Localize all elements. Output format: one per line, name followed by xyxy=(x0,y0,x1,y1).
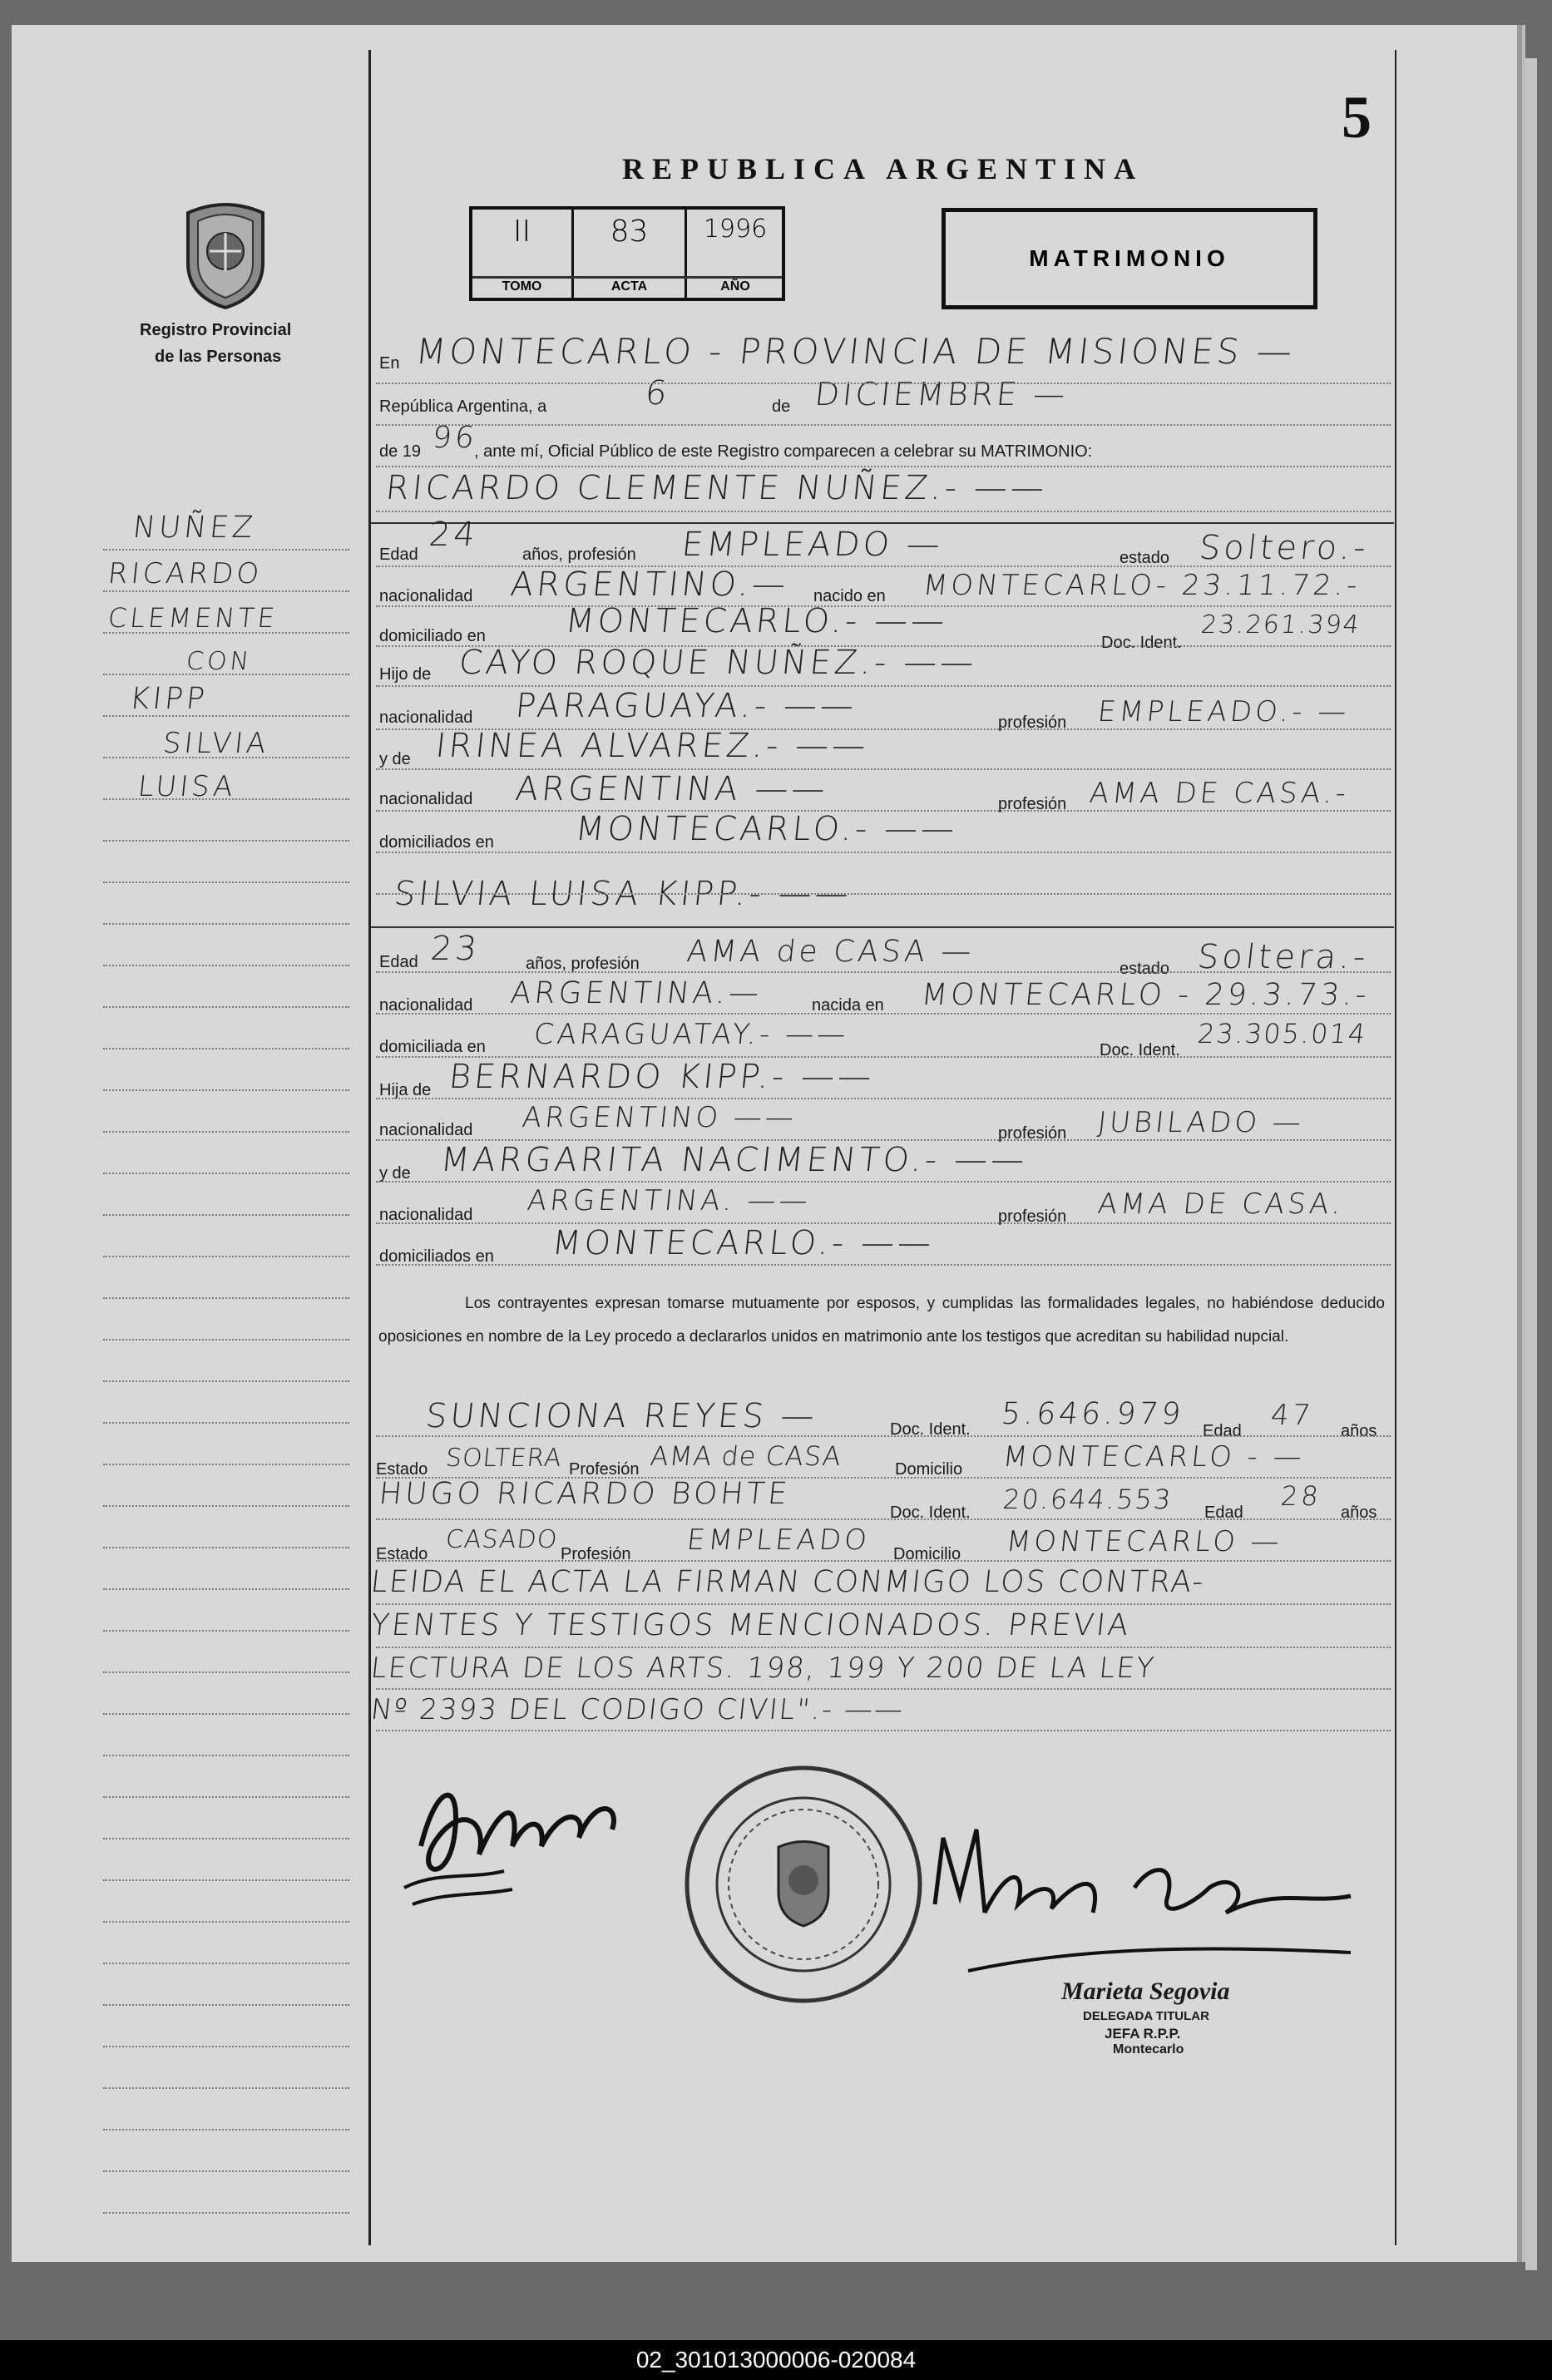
bride-hija-label: Hija de xyxy=(379,1081,432,1099)
margin-rule-line xyxy=(103,757,349,758)
form-rule-line xyxy=(376,728,1391,730)
official-name: Marieta Segovia xyxy=(1061,1978,1230,2005)
record-type-box: MATRIMONIO xyxy=(942,208,1317,309)
witness1-edad-value: 47 xyxy=(1268,1399,1316,1432)
official-signature xyxy=(918,1805,1384,1987)
groom-padres-dom-value: MONTECARLO.- —— xyxy=(573,810,960,848)
groom-domicilio-value: MONTECARLO.- —— xyxy=(563,602,950,640)
bride-padre-prof-label: profesión xyxy=(998,1124,1067,1143)
witness1-dom-value: MONTECARLO - — xyxy=(1001,1440,1307,1474)
groom-full-name: RICARDO CLEMENTE NUÑEZ.- —— xyxy=(383,469,1050,507)
official-place: Montecarlo xyxy=(1113,2042,1184,2057)
groom-madre-prof-label: profesión xyxy=(998,795,1067,813)
form-rule-line xyxy=(376,424,1391,426)
acta-cell xyxy=(574,210,687,298)
bride-nacida-value: MONTECARLO - 29.3.73.- xyxy=(919,978,1372,1012)
groom-nacionalidad-value: ARGENTINO.— xyxy=(508,565,791,604)
form-rule-line xyxy=(376,971,1391,973)
margin-rule-line xyxy=(103,1173,349,1174)
bride-nacionalidad-label: nacionalidad xyxy=(379,996,473,1015)
groom-yde-label: y de xyxy=(379,750,411,768)
margin-rule-line xyxy=(103,1256,349,1257)
form-rule-line xyxy=(376,1139,1391,1141)
form-rule-line xyxy=(376,1688,1391,1690)
groom-doc-label: Doc. Ident. xyxy=(1101,634,1182,652)
margin-rule-line xyxy=(103,1380,349,1382)
witness1-dom-label: Domicilio xyxy=(895,1460,963,1479)
closing-line: Nº 2393 DEL CODIGO CIVIL".- —— xyxy=(368,1693,907,1726)
bride-full-name: SILVIA LUISA KIPP.- —— xyxy=(392,875,854,913)
footer-code: 02_301013000006-020084 xyxy=(0,2340,1552,2380)
margin-note-line: KIPP xyxy=(127,682,210,716)
bride-padres-dom-value: MONTECARLO.- —— xyxy=(550,1224,937,1262)
form-rule-line xyxy=(376,1560,1391,1562)
form-rule-line xyxy=(376,1603,1391,1605)
groom-madre-prof-value: AMA DE CASA.- xyxy=(1087,777,1352,810)
form-rule-line xyxy=(376,852,1391,853)
ano-label: AÑO xyxy=(720,279,750,294)
closing-line: LEIDA EL ACTA LA FIRMAN CONMIGO LOS CONTRA- xyxy=(368,1565,1207,1599)
witness1-anos-label: años xyxy=(1341,1422,1377,1440)
bride-estado-label: estado xyxy=(1120,960,1170,978)
bride-yde-label: y de xyxy=(379,1164,411,1183)
month-value: DICIEMBRE — xyxy=(813,376,1070,412)
margin-note-line: CLEMENTE xyxy=(106,602,279,634)
margin-rule-line xyxy=(103,1921,349,1923)
bride-edad-label: Edad xyxy=(379,953,418,971)
official-title-1: DELEGADA TITULAR xyxy=(1083,2009,1209,2023)
closing-line: LECTURA DE LOS ARTS. 198, 199 Y 200 DE LA LEY xyxy=(368,1652,1157,1685)
groom-profesion-value: EMPLEADO — xyxy=(680,526,946,564)
witness1-doc-value: 5.646.979 xyxy=(999,1397,1186,1431)
bride-padres-dom-label: domiciliados en xyxy=(379,1247,494,1266)
bride-madre-prof-label: profesión xyxy=(998,1207,1067,1226)
groom-estado-value: Soltero.- xyxy=(1197,529,1372,567)
page-edge xyxy=(1525,58,1537,2270)
groom-hijo-label: Hijo de xyxy=(379,665,432,684)
witness1-prof-label: Profesión xyxy=(569,1460,640,1479)
form-rule-line xyxy=(376,605,1391,607)
witness2-anos-label: años xyxy=(1341,1504,1377,1522)
margin-divider xyxy=(368,50,371,2245)
groom-madre-value: IRINEA ALVAREZ.- —— xyxy=(433,727,871,765)
margin-rule-line xyxy=(103,1755,349,1756)
republica-label: República Argentina, a xyxy=(379,397,547,416)
witness2-name: HUGO RICARDO BOHTE xyxy=(377,1477,793,1511)
witness1-doc-label: Doc. Ident. xyxy=(890,1420,971,1439)
margin-rule-line xyxy=(103,1879,349,1881)
form-rule-line xyxy=(376,1518,1391,1520)
bride-madre-value: MARGARITA NACIMENTO.- —— xyxy=(438,1141,1030,1179)
bride-domicilio-value: CARAGUATAY.- —— xyxy=(531,1018,851,1051)
bride-profesion-value: AMA de CASA — xyxy=(685,935,976,969)
bride-madre-nac-label: nacionalidad xyxy=(379,1206,473,1224)
witness2-estado-value: CASADO xyxy=(444,1525,560,1554)
tomo-label: TOMO xyxy=(502,279,542,294)
form-rule-line xyxy=(376,1647,1391,1648)
form-rule-line xyxy=(376,466,1391,467)
official-seal xyxy=(679,1760,928,2009)
margin-rule-line xyxy=(103,1796,349,1798)
margin-note-line: CON xyxy=(185,647,254,676)
form-rule-line xyxy=(376,893,1391,895)
groom-padre-nac-label: nacionalidad xyxy=(379,709,473,727)
margin-note-line: NUÑEZ xyxy=(131,511,258,545)
country-title: REPUBLICA ARGENTINA xyxy=(622,152,1144,185)
groom-estado-label: estado xyxy=(1120,549,1170,567)
margin-rule-line xyxy=(103,2212,349,2214)
groom-doc-value: 23.261.394 xyxy=(1199,610,1362,639)
bride-doc-label: Doc. Ident. xyxy=(1100,1041,1180,1059)
groom-padres-dom-label: domiciliados en xyxy=(379,833,494,852)
margin-rule-line xyxy=(103,549,349,551)
day-value: 6 xyxy=(643,374,672,412)
form-rule-line xyxy=(376,1435,1391,1437)
margin-rule-line xyxy=(103,1006,349,1008)
witness1-estado-value: SOLTERA xyxy=(444,1444,564,1473)
form-rule-line xyxy=(376,1056,1391,1058)
witness2-doc-label: Doc. Ident. xyxy=(890,1504,971,1522)
form-rule-line xyxy=(376,768,1391,770)
form-rule-line xyxy=(376,1730,1391,1731)
en-label: En xyxy=(379,354,400,373)
margin-rule-line xyxy=(103,1505,349,1507)
margin-rule-line xyxy=(103,2129,349,2131)
contracting-parties-signature xyxy=(388,1746,670,1913)
bride-nacida-label: nacida en xyxy=(812,996,884,1015)
form-rule-line xyxy=(376,565,1391,567)
margin-rule-line xyxy=(103,923,349,925)
tomo-cell xyxy=(472,210,574,298)
year-prefix: de 19 xyxy=(379,442,422,461)
form-rule-line xyxy=(376,383,1391,384)
form-rule-line xyxy=(376,1477,1391,1479)
bride-padre-nac-label: nacionalidad xyxy=(379,1121,473,1139)
margin-rule-line xyxy=(103,1547,349,1548)
groom-nacido-value: MONTECARLO- 23.11.72.- xyxy=(921,569,1362,602)
right-border xyxy=(1395,50,1396,2245)
witness1-estado-label: Estado xyxy=(376,1460,428,1479)
witness1-edad-label: Edad xyxy=(1203,1422,1242,1440)
bride-anos-profesion-label: años, profesión xyxy=(526,955,640,973)
form-rule-line xyxy=(376,1098,1391,1099)
groom-madre-nac-label: nacionalidad xyxy=(379,790,473,808)
groom-padre-prof-value: EMPLEADO.- — xyxy=(1095,695,1352,728)
witness2-dom-value: MONTECARLO — xyxy=(1004,1525,1284,1558)
margin-rule-line xyxy=(103,1963,349,1964)
margin-rule-line xyxy=(103,1464,349,1465)
margin-rule-line xyxy=(103,632,349,634)
margin-rule-line xyxy=(103,1588,349,1590)
statement-text: , ante mí, Oficial Público de este Registro comparecen a celebrar su MATRIMONIO: xyxy=(474,442,1093,461)
record-number-box xyxy=(469,206,785,301)
form-rule-line xyxy=(376,1264,1391,1266)
groom-domicilio-label: domiciliado en xyxy=(379,627,486,645)
margin-rule-line xyxy=(103,1089,349,1091)
margin-rule-line xyxy=(103,798,349,800)
declaration-text: Los contrayentes expresan tomarse mutuamente por esposos, y cumplidas las formalidades legales, no habiéndose deducido oposiciones en nombre de la Ley procedo a declararlos unidos en matrimonio ante los testigos que acreditan su habilidad nupcial. xyxy=(378,1295,1385,1346)
bride-domicilio-label: domiciliada en xyxy=(379,1038,486,1056)
bride-estado-value: Soltera.- xyxy=(1195,938,1371,976)
margin-rule-line xyxy=(103,715,349,717)
tomo-value: II xyxy=(512,215,531,249)
form-rule-line xyxy=(376,1222,1391,1224)
bride-padre-nac-value: ARGENTINO —— xyxy=(520,1101,799,1134)
margin-rule-line xyxy=(103,1131,349,1133)
margin-rule-line xyxy=(103,590,349,592)
groom-padre-value: CAYO ROQUE NUÑEZ.- —— xyxy=(457,644,979,682)
bride-doc-value: 23.305.014 xyxy=(1196,1018,1369,1049)
groom-edad-value: 24 xyxy=(427,516,481,554)
registry-name-line1: Registro Provincial xyxy=(140,321,292,339)
margin-rule-line xyxy=(103,2046,349,2047)
margin-rule-line xyxy=(103,1339,349,1341)
de-label: de xyxy=(772,397,791,416)
margin-rule-line xyxy=(103,1838,349,1839)
margin-rule-line xyxy=(103,1422,349,1424)
margin-note-line: LUISA xyxy=(136,770,238,803)
groom-madre-nac-value: ARGENTINA —— xyxy=(513,770,830,808)
witness2-edad-value: 28 xyxy=(1279,1480,1323,1512)
page-number: 5 xyxy=(1342,84,1372,151)
year-suffix: 96 xyxy=(430,421,479,455)
form-rule-line xyxy=(376,685,1391,687)
bride-padre-prof-value: JUBILADO — xyxy=(1095,1106,1307,1139)
provincial-emblem-icon xyxy=(180,196,271,309)
margin-rule-line xyxy=(103,881,349,883)
witness2-estado-label: Estado xyxy=(376,1545,428,1563)
section-divider xyxy=(371,926,1394,928)
groom-anos-profesion-label: años, profesión xyxy=(522,546,636,564)
witness2-edad-label: Edad xyxy=(1204,1504,1243,1522)
witness2-prof-value: EMPLEADO xyxy=(685,1523,872,1557)
ano-value: 1996 xyxy=(703,215,768,244)
form-rule-line xyxy=(376,511,1391,512)
margin-rule-line xyxy=(103,2087,349,2089)
section-divider xyxy=(371,522,1394,524)
groom-nacido-label: nacido en xyxy=(813,587,886,605)
groom-padre-nac-value: PARAGUAYA.- —— xyxy=(513,687,859,725)
witness2-dom-label: Domicilio xyxy=(893,1545,961,1563)
margin-rule-line xyxy=(103,1214,349,1216)
bride-madre-prof-value: AMA DE CASA. xyxy=(1095,1188,1346,1221)
margin-rule-line xyxy=(103,1713,349,1715)
ano-cell xyxy=(687,210,783,298)
witness2-doc-value: 20.644.553 xyxy=(1001,1484,1174,1515)
groom-nacionalidad-label: nacionalidad xyxy=(379,587,473,605)
witness2-prof-label: Profesión xyxy=(561,1545,631,1563)
registry-name-line2: de las Personas xyxy=(155,348,282,366)
margin-rule-line xyxy=(103,1671,349,1673)
form-rule-line xyxy=(376,645,1391,647)
bride-nacionalidad-value: ARGENTINA.— xyxy=(508,976,764,1010)
witness1-prof-value: AMA de CASA xyxy=(649,1440,843,1472)
official-title-2: JEFA R.P.P. xyxy=(1105,2026,1181,2042)
groom-padre-prof-label: profesión xyxy=(998,714,1067,732)
groom-edad-label: Edad xyxy=(379,546,418,564)
margin-rule-line xyxy=(103,1297,349,1299)
acta-label: ACTA xyxy=(610,279,648,294)
acta-value: 83 xyxy=(610,215,649,249)
margin-rule-line xyxy=(103,1048,349,1049)
margin-rule-line xyxy=(103,674,349,675)
bride-madre-nac-value: ARGENTINA. —— xyxy=(525,1184,813,1217)
form-rule-line xyxy=(376,1181,1391,1183)
margin-rule-line xyxy=(103,840,349,842)
margin-note-line: RICARDO xyxy=(106,557,264,590)
form-rule-line xyxy=(376,1013,1391,1015)
margin-rule-line xyxy=(103,2004,349,2006)
bride-padre-value: BERNARDO KIPP.- —— xyxy=(447,1058,877,1096)
closing-line: YENTES Y TESTIGOS MENCIONADOS. PREVIA xyxy=(368,1608,1133,1642)
witness1-name: SUNCIONA REYES — xyxy=(423,1397,820,1435)
form-rule-line xyxy=(376,810,1391,812)
margin-rule-line xyxy=(103,2170,349,2172)
place-value: MONTECARLO - PROVINCIA DE MISIONES — xyxy=(413,331,1297,372)
bride-edad-value: 23 xyxy=(428,930,482,968)
margin-note-line: SILVIA xyxy=(161,727,271,760)
margin-rule-line xyxy=(103,965,349,966)
margin-rule-line xyxy=(103,1630,349,1632)
